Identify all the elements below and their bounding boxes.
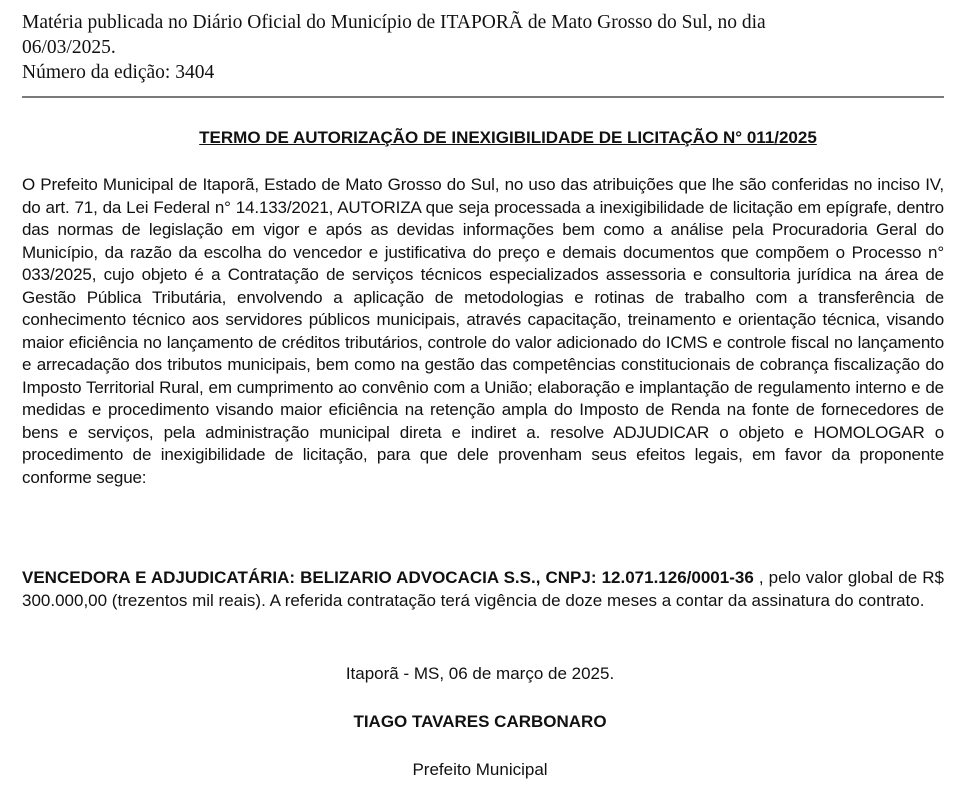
award-details: , pelo valor global de R$ 300.000,00 (trezentos mil reais). A referida contratação terá vigência de doze meses a contar da assinatura do contrato. xyxy=(22,568,944,610)
signer-name: TIAGO TAVARES CARBONARO xyxy=(353,712,607,731)
header-divider xyxy=(22,96,944,98)
publication-line: Matéria publicada no Diário Oficial do Município de ITAPORÃ de Mato Grosso do Sul, no dia xyxy=(22,12,766,33)
place-date: Itaporã - MS, 06 de março de 2025. xyxy=(345,664,615,683)
award-paragraph xyxy=(22,566,944,612)
authorization-paragraph: O Prefeito Municipal de Itaporã, Estado de Mato Grosso do Sul, no uso das atribuições que lhe são conferidas no inciso IV, do art. 71, da Lei Federal n° 14.133/2021, AUTORIZA que seja processada a inexigibilidade de licitação em epígrafe, dentro das normas de legislação em vigor e após as devidas informações bem como a análise pela Procuradoria Geral do Município, da razão da escolha do vencedor e justificativa do preço e demais documentos que compõem o Processo n° 033/2025, cujo objeto é a Contratação de serviços técnicos especializados assessoria e consultoria jurídica na área de Gestão Pública Tributária, envolvendo a aplicação de metodologias e rotinas de trabalho com a transferência de conhecimento técnico aos servidores públicos municipais, através capacitação, treinamento e orientação técnica, visando maior eficiência no lançamento de créditos tributários, controle do valor adicionado do ICMS e controle fiscal no lançamento e arrecadação dos tributos municipais, bem como na gestão das competências constitucionais de cobrança fiscalização do Imposto Territorial Rural, em cumprimento ao convênio com a União; elaboração e implantação de regulamento interno e de medidas e procedimento visando maior eficiência na retenção ampla do Imposto de Renda na fonte de fornecedores de bens e serviços, pela administração municipal direta e indiret a. resolve ADJUDICAR o objeto e HOMOLOGAR o procedimento de inexigibilidade de licitação, para que dele provenham seus efeitos legais, em favor da proponente conforme segue: xyxy=(22,175,944,487)
publication-header xyxy=(22,10,922,85)
publication-date: 06/03/2025. xyxy=(22,37,116,58)
signer-role: Prefeito Municipal xyxy=(412,760,548,779)
document-title: TERMO DE AUTORIZAÇÃO DE INEXIGIBILIDADE DE LICITAÇÃO N° 011/2025 xyxy=(199,128,817,147)
edition-number: Número da edição: 3404 xyxy=(22,62,215,83)
award-winner: VENCEDORA E ADJUDICATÁRIA: BELIZARIO ADVOCACIA S.S., CNPJ: 12.071.126/0001-36 xyxy=(22,568,754,587)
document-title-container xyxy=(0,126,980,150)
